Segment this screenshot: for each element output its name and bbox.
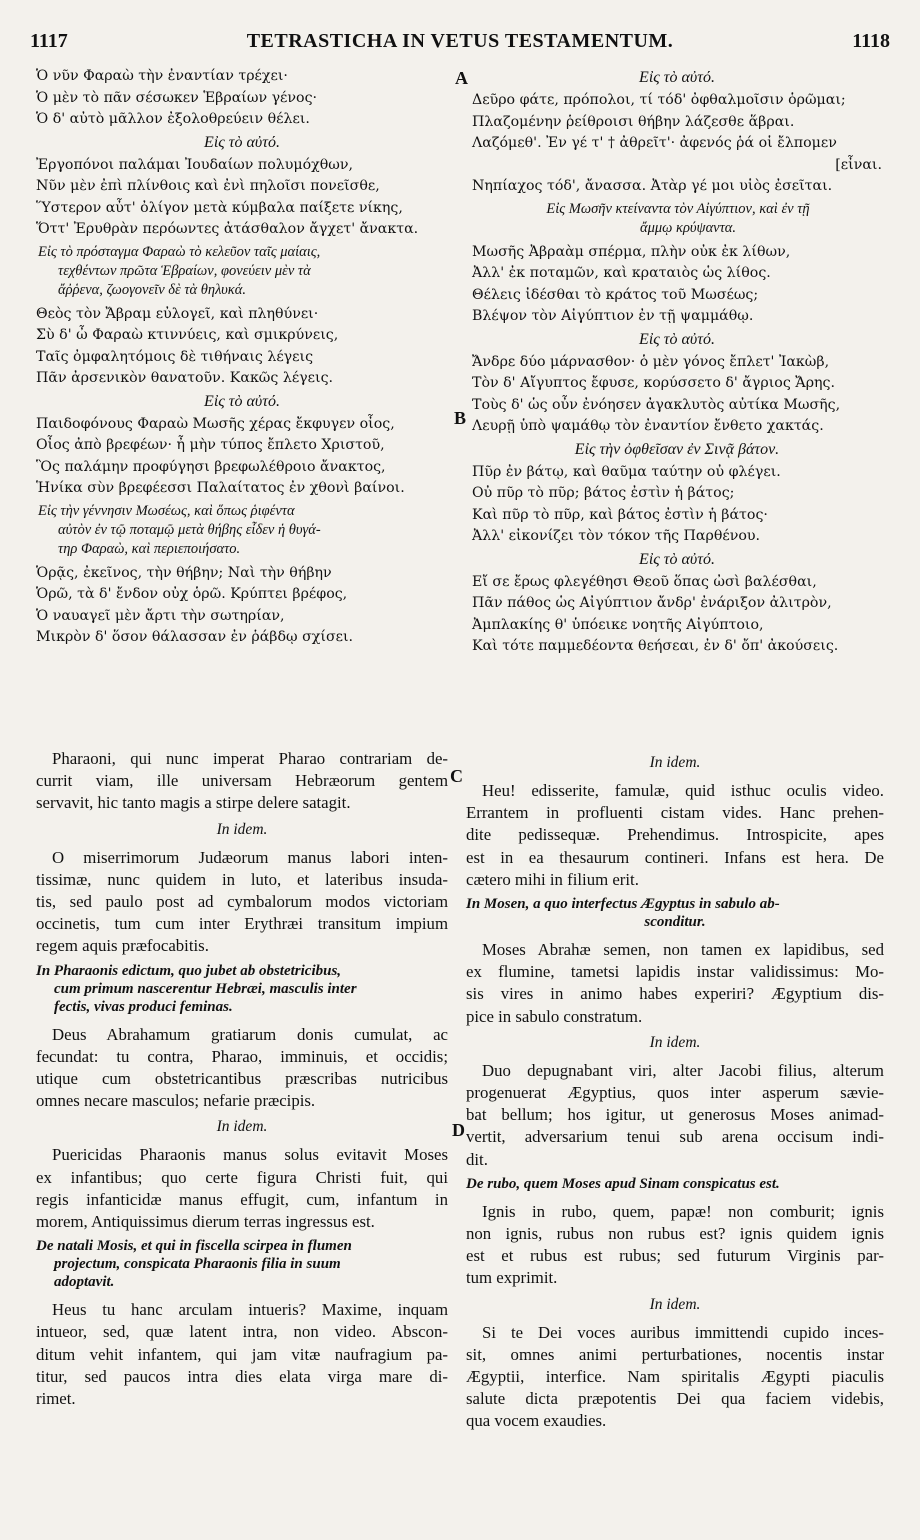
verse-line: Ὁ ναυαγεῖ μὲν ἄρτι τὴν σωτηρίαν, (36, 607, 285, 624)
verse-line: Ὃς παλάμην προφύγησι βρεφωλέθροιο ἄνακτος, (36, 458, 386, 475)
latin-column-right (466, 748, 884, 1433)
paragraph-line: ex infantibus; quo certe figura Christi fuit, qui (36, 1167, 448, 1187)
section-heading: In idem. (649, 754, 701, 771)
paragraph-line: dite pedissequæ. Prehendimus. Introspicite, apes (466, 825, 884, 845)
margin-marker-d: D (452, 1120, 465, 1140)
paragraph-line: est in ea thesaurum contineri. Infans est hera. De (466, 847, 884, 867)
latin-paragraph (466, 780, 884, 891)
latin-paragraph (466, 939, 884, 1028)
section-heading: Εἰς τὸ αὐτό. (204, 133, 280, 151)
heading-line: De natali Mosis, et qui in fiscella scirpea in flumen (36, 1238, 352, 1255)
verse-line: Δεῦρο φάτε, πρόπολοι, τί τόδ' ὀφθαλμοῖσιν ὁρῶμαι; (472, 92, 846, 108)
verse-line: Οἶος ἀπὸ βρεφέων· ἦ μὴν τύπος ἔπλετο Χριστοῦ, (36, 437, 385, 453)
verse-line: Μωσῆς Ἀβραὰμ σπέρμα, πλὴν οὐκ ἐκ λίθων, (472, 243, 791, 260)
verse-line: Ὅττ' Ἐρυθρὰν περόωντες ἀτάσθαλον ἄγχετ' ἄνακτα. (36, 221, 419, 237)
section-heading: Εἰς τὸ αὐτό. (639, 69, 715, 86)
section-heading: Εἰς τὸ αὐτό. (204, 392, 280, 410)
verse-line: Ὁ μὲν τὸ πᾶν σέσωκεν Ἑβραίων γένος· (36, 89, 318, 106)
paragraph-line: utique cum obstetricantibus præscribas nutricibus (36, 1069, 448, 1089)
paragraph-line: pice in sabulo constratum. (466, 1006, 643, 1026)
paragraph-line: Heus tu hanc arculam intueris? Maxime, inquam (52, 1300, 448, 1320)
verse-line: Ὁρῶ, τὰ δ' ἔνδον οὐχ ὁρῶ. Κρύπτει βρέφος, (36, 586, 348, 602)
paragraph-line: servavit, hic tanto magis a stirpe delere satagit. (36, 793, 351, 813)
verse-line-continuation: [εἶναι. (835, 156, 882, 173)
paragraph-line: titur, sed paucos intra dies elata virga mare di- (36, 1366, 448, 1386)
section-heading: In idem. (649, 1033, 701, 1051)
latin-paragraph (466, 1322, 884, 1433)
verse-line: Βλέψον τὸν Αἰγύπτιον ἐν τῇ ψαμμάθῳ. (472, 308, 754, 324)
paragraph-line: Ægyptii, interfice. Nam spiritalis Ægypti piaculis (466, 1367, 884, 1387)
paragraph-line: morem, Antiquissimus dierum terras ingressus est. (36, 1212, 375, 1232)
verse-line: Καὶ πῦρ τὸ πῦρ, καὶ βάτος ἐστὶν ἡ βάτος· (472, 506, 768, 523)
latin-paragraph (36, 1024, 448, 1113)
paragraph-line: salute dicta præpotentis Dei qua faciem videbis, (466, 1389, 884, 1409)
verse-line: Εἴ σε ἔρως φλεγέθησι Θεοῦ ὅπας ὠσὶ βαλέσθαι, (472, 573, 817, 590)
paragraph-line: O miserrimorum Judæorum manus labori inten- (52, 847, 448, 867)
page-number-left: 1117 (30, 30, 68, 52)
verse-line: Ὁ νῦν Φαραὼ τὴν ἐναντίαν τρέχει· (36, 68, 288, 84)
paragraph-line: dit. (466, 1149, 488, 1169)
verse-line: Τὸν δ' Αἴγυπτος ἔφυσε, κορύσσετο δ' ἄγριος Ἄρης. (472, 375, 836, 391)
section-heading-long (466, 1175, 884, 1193)
page-number-right: 1118 (852, 30, 890, 52)
heading-line: αὐτὸν ἐν τῷ ποταμῷ μετὰ θήβης εἶδεν ἡ θυγά- (58, 521, 321, 538)
greek-column-left (36, 66, 448, 649)
section-heading-long (36, 962, 448, 1016)
paragraph-line: Errantem in profluenti cistam vides. Hanc prehen- (466, 803, 884, 823)
verse-line: Παιδοφόνους Φαραὼ Μωσῆς χέρας ἔκφυγεν οἶος, (36, 415, 395, 432)
verse-line: Ὕστερον αὖτ' ὀλίγον μετὰ κύμβαλα παίξετε νίκης, (36, 199, 403, 216)
section-heading-long (466, 895, 884, 931)
verse-line: Ὁ δ' αὐτὸ μᾶλλον ἐξολοθρεύειν θέλει. (36, 111, 310, 127)
paragraph-line: tum exprimit. (466, 1268, 558, 1288)
verse-line: Οὐ πῦρ τὸ πῦρ; βάτος ἐστὶν ἡ βάτος; (472, 485, 735, 501)
section-heading: In idem. (649, 1295, 701, 1313)
paragraph-line: non ignis, rubus non rubus est? ignis quidem ignis (466, 1224, 884, 1244)
paragraph-line: qua vocem exaudies. (466, 1411, 607, 1431)
heading-line: Εἰς τὸ πρόσταγμα Φαραὼ τὸ κελεῦον ταῖς μαίαις, (38, 243, 321, 260)
margin-marker-a: A (455, 68, 468, 88)
paragraph-line: tissimæ, nunc quidem in luto, et lateribus insuda- (36, 869, 448, 889)
verse-line: Ἀμπλακίης θ' ὑπόεικε νοητῆς Αἰγύπτοιο, (472, 616, 764, 633)
heading-line: adoptavit. (54, 1274, 115, 1291)
section-heading: Εἰς τὴν ὀφθεῖσαν ἐν Σινᾷ βάτον. (574, 440, 780, 458)
heading-line: In Pharaonis edictum, quo jubet ab obstetricibus, (36, 962, 342, 979)
page-header (30, 30, 890, 60)
verse-line: Σὺ δ' ὦ Φαραὼ κτιννύεις, καὶ σμικρύνεις, (36, 327, 339, 343)
heading-line: Εἰς τὴν γέννησιν Μωσέως, καὶ ὅπως ῥιφέντα (38, 502, 295, 519)
paragraph-line: cætero mihi in filium erit. (466, 869, 639, 889)
latin-paragraph (466, 1201, 884, 1290)
verse-line: Λευρῇ ὑπὸ ψαμάθῳ τὸν ἐναντίον ἔνθετο χακτάς. (472, 418, 824, 434)
section-heading-long (472, 200, 882, 238)
latin-paragraph (466, 1060, 884, 1171)
latin-paragraph (36, 847, 448, 958)
paragraph-line: vertit, adversarium tenui sub arena occisum indi- (466, 1127, 884, 1147)
paragraph-line: tis, sed paulo post ad cymbalorum modos victoriam (36, 892, 448, 912)
verse-line: Ταῖς ὀμφαλητόμοις δὲ τιθήναις λέγεις (36, 348, 314, 365)
heading-line: ἄμμῳ κρύψαντα. (639, 219, 737, 236)
verse-line: Νηπίαχος τόδ', ἄνασσα. Ἀτὰρ γέ μοι υἱὸς ἐσεῖται. (472, 178, 833, 194)
verse-line: Ὁρᾷς, ἐκεῖνος, τὴν θήβην; Ναὶ τὴν θήβην (36, 564, 332, 581)
latin-paragraph (36, 1144, 448, 1233)
paragraph-line: regis infanticidæ manus effugit, cum, infantum in (36, 1189, 448, 1209)
verse-line: Ἐργοπόνοι παλάμαι Ἰουδαίων πολυμόχθων, (36, 156, 353, 173)
greek-column-right (472, 66, 882, 658)
paragraph-line: bat bellum; hos igitur, ut generosus Moses animad- (466, 1105, 884, 1125)
paragraph-line: Moses Abrahæ semen, non tamen ex lapidibus, sed (482, 940, 884, 960)
verse-line: Θέλεις ἰδέσθαι τὸ κράτος τοῦ Μωσέως; (472, 286, 759, 303)
paragraph-line: omnes necare masculos; nefarie præcipis. (36, 1091, 316, 1111)
latin-paragraph (36, 1299, 448, 1410)
heading-line: projectum, conspicata Pharaonis filia in suum (54, 1256, 341, 1273)
verse-line: Λαζόμεθ'. Ἐν γέ τ' † ἀθρεῖτ'· ἀφενός ῥά οἱ ἔλπομεν (472, 135, 837, 151)
paragraph-line: rimet. (36, 1389, 76, 1409)
section-heading: In idem. (216, 820, 268, 838)
heading-line: De rubo, quem Moses apud Sinam conspicatus est. (466, 1175, 780, 1192)
paragraph-line: sit, omnes animi perturbationes, nocentis instar (466, 1344, 884, 1364)
verse-line: Πλαζομένην ῥείθροισι θήβην λάζεσθε ἅβραι. (472, 113, 795, 130)
verse-line: Τοὺς δ' ὡς οὖν ἐνόησεν ἀγακλυτὸς αὐτίκα Μωσῆς, (472, 396, 841, 413)
verse-line: Ἄνδρε δύο μάρνασθον· ὁ μὲν γόνος ἔπλετ' Ἰακὼβ, (472, 353, 830, 370)
verse-line: Θεὸς τὸν Ἄβραμ εὐλογεῖ, καὶ πληθύνει· (36, 305, 319, 322)
heading-line: ἄῤῥενα, ζωογονεῖν δὲ τὰ θηλυκά. (58, 281, 246, 298)
verse-line: Καὶ τότε παμμεδέοντα θεήσεαι, ἐν δ' ὄπ' ἀκούσεις. (472, 638, 839, 654)
heading-line: τηρ Φαραὼ, καὶ περιεποιήσατο. (58, 540, 241, 557)
verse-line: Μικρὸν δ' ὅσον θάλασσαν ἐν ῥάβδῳ σχίσει. (36, 629, 354, 645)
paragraph-line: intueor, sed, quæ latent intra, non video. Abscon- (36, 1322, 448, 1342)
section-heading: Εἰς τὸ αὐτό. (639, 330, 715, 348)
paragraph-line: Si te Dei voces auribus immittendi cupido inces- (482, 1322, 884, 1342)
paragraph-line: ex flumine, tametsi lapidis instar validissimus: Mo- (466, 962, 884, 982)
section-heading-long (36, 243, 448, 300)
paragraph-line: fecundat: tu contra, Pharao, imminuis, et occidis; (36, 1046, 448, 1066)
heading-line: τεχθέντων πρῶτα Ἑβραίων, φονεύειν μὲν τὰ (58, 262, 311, 279)
verse-line: Νῦν μὲν ἐπὶ πλίνθοις καὶ ἐνὶ πηλοῖσι πονεῖσθε, (36, 178, 380, 194)
heading-line: In Mosen, a quo interfectus Ægyptus in sabulo ab- (466, 896, 780, 913)
verse-line: Ἀλλ' ἐκ ποταμῶν, καὶ κραταιὸς ὡς λίθος. (472, 265, 771, 281)
margin-marker-c: C (450, 766, 463, 786)
latin-column-left (36, 748, 448, 1410)
heading-line: sconditur. (644, 914, 706, 931)
paragraph-line: est et rubus est rubus; sed futurum Virginis par- (466, 1246, 884, 1266)
margin-marker-b: B (454, 408, 467, 428)
heading-line: Εἰς Μωσῆν κτείναντα τὸν Αἰγύπτιον, καὶ ἐν τῇ (546, 200, 810, 217)
section-heading: In idem. (216, 1118, 268, 1136)
latin-paragraph (36, 748, 448, 815)
paragraph-line: sis vires in animo habes experiri? Ægyptium dis- (466, 984, 884, 1004)
verse-line: Ἀλλ' εἰκονίζει τὸν τόκον τῆς Παρθένου. (472, 528, 761, 544)
heading-line: cum primum nascerentur Hebræi, masculis inter (54, 980, 357, 997)
paragraph-line: Duo depugnabant viri, alter Jacobi filius, alterum (482, 1060, 884, 1080)
paragraph-line: regem aquis præfocabitis. (36, 936, 209, 956)
paragraph-line: Ignis in rubo, quem, papæ! non comburit; ignis (482, 1201, 884, 1221)
verse-line: Ἡνίκα σὺν βρεφέεσσι Παλαίτατος ἐν χθονὶ βαίνοι. (36, 480, 405, 496)
running-title: TETRASTICHA IN VETUS TESTAMENTUM. (246, 30, 674, 52)
section-heading: Εἰς τὸ αὐτό. (639, 550, 715, 568)
heading-line: fectis, vivas produci feminas. (54, 998, 233, 1015)
verse-line: Πῦρ ἐν βάτῳ, καὶ θαῦμα ταύτην οὐ φλέγει. (472, 463, 781, 480)
verse-line: Πᾶν ἀρσενικὸν θανατοῦν. Κακῶς λέγεις. (36, 370, 334, 386)
paragraph-line: occinetis, tum cum inter Erythræi transitum impium (36, 914, 448, 934)
section-heading-long (36, 502, 448, 559)
paragraph-line: currit viam, ille universam Hebræorum gentem (36, 771, 448, 791)
paragraph-line: Pharaoni, qui nunc imperat Pharao contrariam de- (52, 749, 448, 768)
paragraph-line: progenuerat Ægyptius, quos inter asperum sævie- (466, 1083, 884, 1103)
verse-line: Πᾶν πάθος ὡς Αἰγύπτιον ἄνδρ' ἐνάριξον ἀλιτρὸν, (472, 595, 832, 611)
section-heading-long (36, 1237, 448, 1291)
paragraph-line: Puericidas Pharaonis manus solus evitavit Moses (52, 1145, 448, 1165)
paragraph-line: Heu! edisserite, famulæ, quid isthuc oculis video. (482, 781, 884, 800)
paragraph-line: ditum vehit infantem, qui jam vitæ naufragium pa- (36, 1344, 448, 1364)
paragraph-line: Deus Abrahamum gratiarum donis cumulat, ac (52, 1024, 448, 1044)
